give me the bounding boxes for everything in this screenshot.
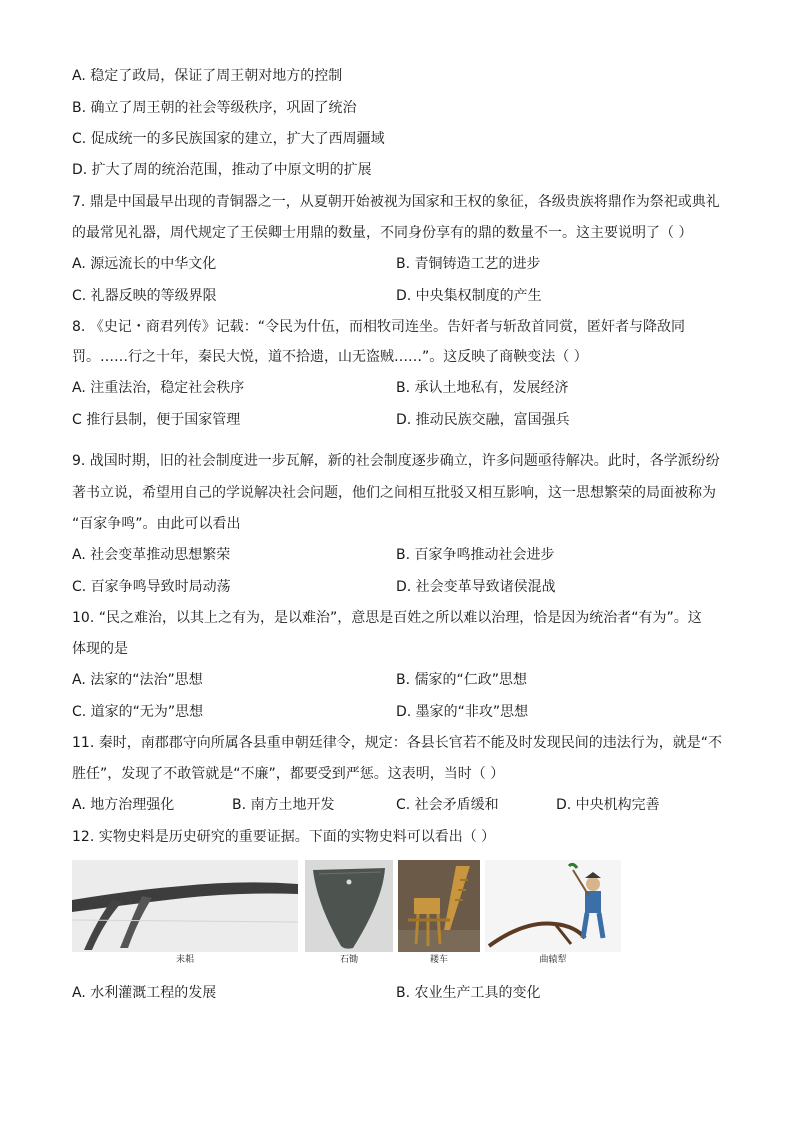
caption-seed-drill: 耧车 (429, 955, 448, 965)
stone-hoe-photo (305, 860, 393, 952)
q6-option-d: D. 扩大了周的统治范围，推动了中原文明的扩展 (72, 162, 372, 178)
q10-option-b: B. 儒家的“仁政”思想 (396, 672, 528, 688)
curved-plough-photo (485, 860, 621, 952)
q9-option-a: A. 社会变革推动思想繁荣 (72, 547, 231, 563)
q7-option-a: A. 源远流长的中华文化 (72, 256, 217, 272)
q7-option-d: D. 中央集权制度的产生 (396, 288, 542, 304)
q9-stem-line-3: “百家争鸣”。由此可以看出 (72, 516, 241, 532)
q7-stem-line-2: 的最常见礼器，周代规定了王侯卿士用鼎的数量，不同身份享有的鼎的数量不一。这主要说明了（ ） (72, 225, 693, 241)
leisi-photo (72, 860, 298, 952)
caption-leisi: 耒耜 (175, 955, 194, 965)
q10-option-c: C. 道家的“无为”思想 (72, 704, 204, 720)
q12-option-a: A. 水利灌溉工程的发展 (72, 985, 217, 1001)
q10-stem-line-1: 10. “民之难治，以其上之有为，是以难治”，意思是百姓之所以难以治理，恰是因为统治者“有为”。这 (72, 610, 702, 626)
q8-option-b: B. 承认土地私有，发展经济 (396, 380, 569, 396)
q8-option-d: D. 推动民族交融，富国强兵 (396, 412, 570, 428)
q9-stem-line-1: 9. 战国时期，旧的社会制度进一步瓦解，新的社会制度逐步确立，许多问题亟待解决。此时，各学派纷纷 (72, 453, 720, 469)
q9-stem-line-2: 著书立说，希望用自己的学说解决社会问题，他们之间相互批驳又相互影响，这一思想繁荣的局面被称为 (72, 485, 716, 501)
q11-option-d: D. 中央机构完善 (556, 797, 660, 813)
q12-stem: 12. 实物史料是历史研究的重要证据。下面的实物史料可以看出（ ） (72, 829, 496, 845)
q8-stem-line-2: 罚。……行之十年，秦民大悦，道不拾遗，山无盗贼……”。这反映了商鞅变法（ ） (72, 349, 588, 365)
q11-stem-line-2: 胜任”，发现了不敢管就是“不廉”，都要受到严惩。这表明，当时（ ） (72, 766, 505, 782)
q11-option-a: A. 地方治理强化 (72, 797, 175, 813)
caption-stone-hoe: 石锄 (339, 955, 358, 965)
caption-curved-plough: 曲辕犁 (539, 955, 567, 965)
q8-option-c: C 推行县制，便于国家管理 (72, 412, 241, 428)
q6-option-a: A. 稳定了政局，保证了周王朝对地方的控制 (72, 68, 343, 84)
q10-option-d: D. 墨家的“非攻”思想 (396, 704, 529, 720)
q8-stem-line-1: 8. 《史记・商君列传》记载：“令民为什伍，而相牧司连坐。告奸者与斩敌首同赏，匿奸者与降敌同 (72, 319, 686, 335)
q9-option-c: C. 百家争鸣导致时局动荡 (72, 579, 231, 595)
q11-option-b: B. 南方土地开发 (232, 797, 335, 813)
q6-option-b: B. 确立了周王朝的社会等级秩序，巩固了统治 (72, 100, 357, 116)
q7-option-b: B. 青铜铸造工艺的进步 (396, 256, 541, 272)
q10-stem-line-2: 体现的是 (72, 641, 128, 657)
q8-option-a: A. 注重法治，稳定社会秩序 (72, 380, 245, 396)
q9-option-b: B. 百家争鸣推动社会进步 (396, 547, 555, 563)
q7-stem-line-1: 7. 鼎是中国最早出现的青铜器之一，从夏朝开始被视为国家和王权的象征，各级贵族将鼎作为祭祀或典礼 (72, 194, 720, 210)
q11-option-c: C. 社会矛盾缓和 (396, 797, 499, 813)
seed-drill-photo (398, 860, 480, 952)
q11-stem-line-1: 11. 秦时，南郡郡守向所属各县重申朝廷律令，规定：各县长官若不能及时发现民间的违法行为，就是“不 (72, 735, 722, 751)
q10-option-a: A. 法家的“法治”思想 (72, 672, 203, 688)
q9-option-d: D. 社会变革导致诸侯混战 (396, 579, 556, 595)
q12-option-b: B. 农业生产工具的变化 (396, 985, 541, 1001)
q6-option-c: C. 促成统一的多民族国家的建立，扩大了西周疆域 (72, 131, 385, 147)
q7-option-c: C. 礼器反映的等级界限 (72, 288, 217, 304)
